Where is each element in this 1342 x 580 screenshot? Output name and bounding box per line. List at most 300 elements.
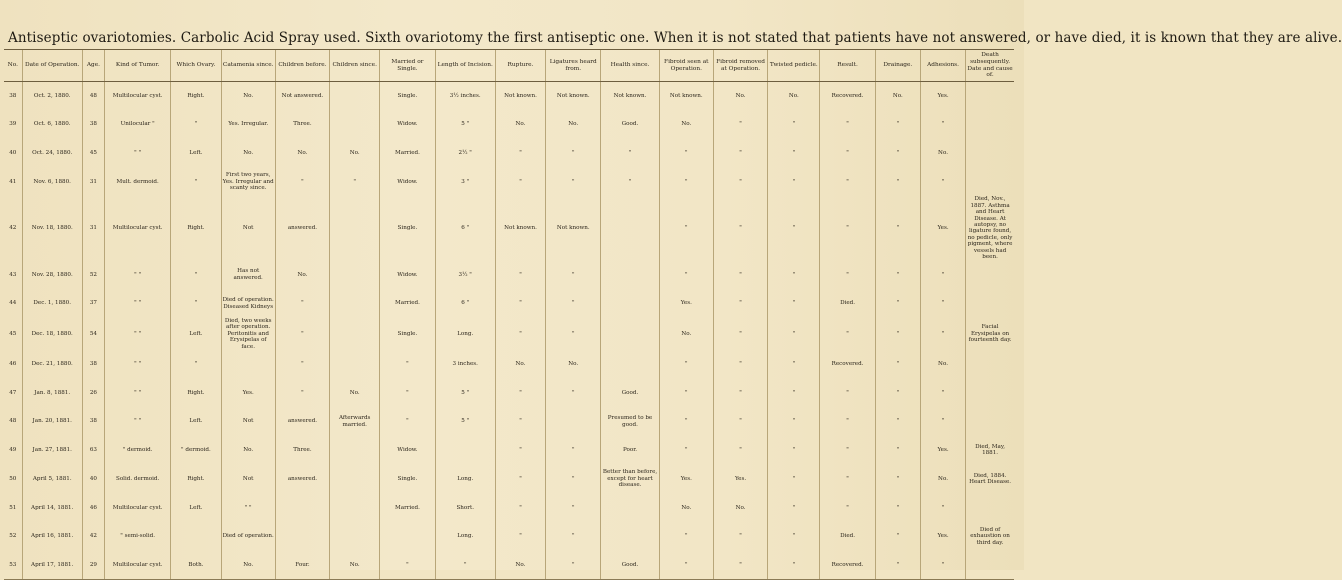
cell-death-subsequently	[966, 379, 1014, 408]
column-header: Kind of Tumor.	[104, 50, 170, 82]
cell-fibroid-removed: "	[713, 168, 767, 197]
cell-children-since	[330, 350, 380, 379]
cell-result: "	[820, 110, 875, 139]
cell-catamenia-since: No.	[221, 82, 275, 111]
cell-adhesions: "	[920, 110, 965, 139]
cell-twisted-pedicle: "	[768, 196, 820, 260]
cell-which-ovary: "	[171, 168, 221, 197]
column-header: Catamenia since.	[221, 50, 275, 82]
cell-operation-date: Oct. 6, 1880.	[22, 110, 82, 139]
cell-catamenia-since: Yes.	[221, 379, 275, 408]
cell-twisted-pedicle: "	[768, 260, 820, 289]
cell-case-number: 43	[9, 271, 17, 278]
header-row	[4, 50, 1014, 82]
cell-children-before: answered.	[275, 407, 329, 436]
cell-health-since	[601, 196, 659, 260]
cell-result: "	[820, 436, 875, 465]
cell-children-before: Three.	[275, 436, 329, 465]
cell-age: 52	[82, 260, 104, 289]
cell-incision-length	[435, 436, 495, 465]
cell-which-ovary: Right.	[171, 379, 221, 408]
cell-which-ovary: " dermoid.	[171, 436, 221, 465]
cell-fibroid-removed: No.	[713, 493, 767, 522]
cell-marital-status: Single.	[380, 82, 435, 111]
cell-incision-length: 3 "	[435, 168, 495, 197]
cell-result: "	[820, 139, 875, 168]
ovariotomy-table-container	[4, 49, 1014, 568]
cell-tumor-kind: " "	[104, 407, 170, 436]
cell-age: 48	[82, 82, 104, 111]
cell-rupture: "	[495, 139, 545, 168]
cell-rupture: No.	[495, 350, 545, 379]
cell-catamenia-since: Died of operation.	[221, 522, 275, 551]
cell-health-since: Better than before, except for heart disease.	[601, 465, 659, 494]
cell-drainage: "	[875, 168, 920, 197]
cell-fibroid-removed: "	[713, 110, 767, 139]
cell-twisted-pedicle: "	[768, 350, 820, 379]
cell-fibroid-seen: Yes.	[659, 289, 713, 318]
cell-catamenia-since: First two years, Yes. Irregular and scanty since.	[221, 168, 275, 197]
cell-drainage: No.	[875, 82, 920, 111]
cell-result: "	[820, 260, 875, 289]
cell-fibroid-removed: "	[713, 289, 767, 318]
cell-children-before: answered.	[275, 196, 329, 260]
cell-fibroid-seen: Yes.	[659, 465, 713, 494]
table-row	[4, 436, 1014, 465]
cell-catamenia-since: Died of operation. Diseased Kidneys	[221, 289, 275, 318]
cell-fibroid-removed: "	[713, 551, 767, 580]
table-row	[4, 379, 1014, 408]
cell-age: 38	[82, 110, 104, 139]
cell-rupture: Not known.	[495, 196, 545, 260]
cell-drainage: "	[875, 260, 920, 289]
cell-incision-length: Short.	[435, 493, 495, 522]
cell-operation-date: Dec. 21, 1880.	[22, 350, 82, 379]
cell-twisted-pedicle: "	[768, 436, 820, 465]
cell-operation-date: Dec. 1, 1880.	[22, 289, 82, 318]
cell-ligatures-heard: "	[546, 436, 601, 465]
table-row	[4, 318, 1014, 350]
cell-drainage: "	[875, 139, 920, 168]
cell-result: "	[820, 168, 875, 197]
cell-rupture: Not known.	[495, 82, 545, 111]
cell-twisted-pedicle: "	[768, 110, 820, 139]
cell-fibroid-removed: Yes.	[713, 465, 767, 494]
cell-which-ovary: "	[171, 350, 221, 379]
column-header: Twisted pedicle.	[768, 50, 820, 82]
cell-ligatures-heard: "	[546, 260, 601, 289]
table-row	[4, 493, 1014, 522]
cell-which-ovary: Both.	[171, 551, 221, 580]
cell-health-since: "	[601, 139, 659, 168]
column-header: Married or Single.	[380, 50, 435, 82]
ovariotomy-table	[4, 49, 1014, 580]
cell-incision-length: 5 "	[435, 407, 495, 436]
cell-age: 42	[82, 522, 104, 551]
cell-tumor-kind: " semi-solid.	[104, 522, 170, 551]
cell-drainage: "	[875, 522, 920, 551]
cell-death-subsequently: Died, May, 1881.	[966, 436, 1014, 465]
cell-age: 31	[82, 196, 104, 260]
cell-twisted-pedicle: "	[768, 318, 820, 350]
cell-age: 26	[82, 379, 104, 408]
cell-adhesions: "	[920, 168, 965, 197]
cell-which-ovary: Left.	[171, 493, 221, 522]
cell-death-subsequently: Died, Nov., 1887. Asthma and Heart Disease. At autopsy, no ligature found, no pedicle, only pigment, where vessels had been.	[966, 196, 1014, 260]
column-header: No.	[4, 50, 22, 82]
cell-fibroid-removed: "	[713, 260, 767, 289]
cell-age: 54	[82, 318, 104, 350]
cell-adhesions: "	[920, 289, 965, 318]
cell-catamenia-since: No.	[221, 436, 275, 465]
cell-fibroid-seen: No.	[659, 318, 713, 350]
cell-tumor-kind: Multilocular cyst.	[104, 82, 170, 111]
cell-rupture: "	[495, 379, 545, 408]
cell-children-since: No.	[330, 551, 380, 580]
table-body	[4, 82, 1014, 580]
cell-age: 40	[82, 465, 104, 494]
cell-adhesions: "	[920, 379, 965, 408]
cell-catamenia-since	[221, 350, 275, 379]
cell-catamenia-since: Has not answered.	[221, 260, 275, 289]
cell-rupture: "	[495, 436, 545, 465]
cell-children-since	[330, 110, 380, 139]
cell-incision-length: 6 "	[435, 289, 495, 318]
cell-result: Recovered.	[820, 82, 875, 111]
cell-death-subsequently: Died of exhaustion on third day.	[966, 522, 1014, 551]
cell-twisted-pedicle: "	[768, 522, 820, 551]
cell-children-since: No.	[330, 379, 380, 408]
cell-health-since: Good.	[601, 110, 659, 139]
cell-marital-status: "	[380, 407, 435, 436]
cell-children-since	[330, 493, 380, 522]
column-header: Age.	[82, 50, 104, 82]
cell-operation-date: Jan. 27, 1881.	[22, 436, 82, 465]
cell-tumor-kind: " "	[104, 379, 170, 408]
cell-adhesions: Yes.	[920, 436, 965, 465]
cell-operation-date: Nov. 6, 1880.	[22, 168, 82, 197]
cell-death-subsequently	[966, 110, 1014, 139]
cell-tumor-kind: " "	[104, 139, 170, 168]
cell-children-before: Not answered.	[275, 82, 329, 111]
cell-children-since	[330, 289, 380, 318]
cell-children-since: Afterwards married.	[330, 407, 380, 436]
table-row	[4, 350, 1014, 379]
cell-catamenia-since: Not	[221, 196, 275, 260]
cell-ligatures-heard	[546, 407, 601, 436]
cell-children-before: No.	[275, 260, 329, 289]
cell-children-before: "	[275, 350, 329, 379]
cell-marital-status	[380, 522, 435, 551]
cell-ligatures-heard: "	[546, 168, 601, 197]
cell-fibroid-removed: "	[713, 350, 767, 379]
cell-case-number: 45	[9, 330, 17, 337]
cell-children-since	[330, 196, 380, 260]
cell-health-since	[601, 350, 659, 379]
cell-incision-length: 3½ inches.	[435, 82, 495, 111]
column-header: Children since.	[330, 50, 380, 82]
cell-rupture: "	[495, 289, 545, 318]
cell-incision-length: Long.	[435, 522, 495, 551]
cell-drainage: "	[875, 318, 920, 350]
cell-ligatures-heard: "	[546, 522, 601, 551]
cell-rupture: No.	[495, 551, 545, 580]
cell-fibroid-seen: "	[659, 379, 713, 408]
cell-health-since: Good.	[601, 379, 659, 408]
cell-ligatures-heard: "	[546, 139, 601, 168]
cell-children-before: Four.	[275, 551, 329, 580]
column-header: Result.	[820, 50, 875, 82]
cell-case-number: 38	[9, 92, 17, 99]
cell-twisted-pedicle: "	[768, 289, 820, 318]
cell-operation-date: Oct. 24, 1880.	[22, 139, 82, 168]
table-row	[4, 465, 1014, 494]
cell-case-number: 39	[9, 121, 17, 128]
cell-marital-status: "	[380, 551, 435, 580]
cell-health-since	[601, 318, 659, 350]
cell-health-since	[601, 522, 659, 551]
cell-drainage: "	[875, 493, 920, 522]
cell-tumor-kind: Mult. dermoid.	[104, 168, 170, 197]
cell-ligatures-heard: Not known.	[546, 196, 601, 260]
cell-case-number: 44	[9, 300, 17, 307]
cell-catamenia-since: No.	[221, 551, 275, 580]
table-row	[4, 82, 1014, 111]
table-row	[4, 260, 1014, 289]
cell-children-before: answered.	[275, 465, 329, 494]
cell-incision-length: 2½ "	[435, 139, 495, 168]
cell-drainage: "	[875, 436, 920, 465]
cell-operation-date: Jan. 8, 1881.	[22, 379, 82, 408]
cell-ligatures-heard: "	[546, 551, 601, 580]
cell-death-subsequently	[966, 260, 1014, 289]
cell-which-ovary: "	[171, 260, 221, 289]
cell-which-ovary: Left.	[171, 318, 221, 350]
cell-ligatures-heard: "	[546, 379, 601, 408]
cell-children-since	[330, 260, 380, 289]
cell-ligatures-heard: "	[546, 289, 601, 318]
cell-result: "	[820, 318, 875, 350]
cell-age: 63	[82, 436, 104, 465]
cell-case-number: 53	[4, 551, 22, 580]
cell-marital-status: Single.	[380, 196, 435, 260]
cell-operation-date: April 17, 1881.	[22, 551, 82, 580]
cell-which-ovary: Right.	[171, 82, 221, 111]
cell-age: 38	[82, 350, 104, 379]
cell-twisted-pedicle: "	[768, 465, 820, 494]
cell-twisted-pedicle: "	[768, 493, 820, 522]
cell-drainage: "	[875, 379, 920, 408]
cell-health-since: Presumed to be good.	[601, 407, 659, 436]
cell-incision-length: 3½ "	[435, 260, 495, 289]
column-header: Ligatures heard from.	[546, 50, 601, 82]
cell-fibroid-removed: "	[713, 436, 767, 465]
table-row	[4, 407, 1014, 436]
cell-marital-status: Single.	[380, 318, 435, 350]
cell-fibroid-seen: "	[659, 168, 713, 197]
table-row	[4, 522, 1014, 551]
cell-children-before: Three.	[275, 110, 329, 139]
cell-result: "	[820, 407, 875, 436]
cell-result: Died.	[820, 289, 875, 318]
cell-age: 38	[82, 407, 104, 436]
cell-health-since	[601, 260, 659, 289]
cell-catamenia-since: " "	[221, 493, 275, 522]
cell-death-subsequently: Died, 1884. Heart Disease.	[966, 465, 1014, 494]
cell-children-before: No.	[275, 139, 329, 168]
cell-rupture: "	[495, 465, 545, 494]
cell-which-ovary: Right.	[171, 196, 221, 260]
cell-adhesions: Yes.	[920, 522, 965, 551]
cell-fibroid-removed: "	[713, 407, 767, 436]
cell-adhesions: "	[920, 551, 965, 580]
cell-marital-status: "	[380, 379, 435, 408]
cell-rupture: No.	[495, 110, 545, 139]
column-header: Fibroid seen at Operation.	[659, 50, 713, 82]
cell-ligatures-heard: No.	[546, 350, 601, 379]
column-header: Which Ovary.	[171, 50, 221, 82]
cell-health-since	[601, 289, 659, 318]
cell-case-number: 47	[9, 389, 17, 396]
cell-result: "	[820, 465, 875, 494]
cell-fibroid-seen: "	[659, 436, 713, 465]
cell-age: 37	[82, 289, 104, 318]
cell-result: "	[820, 379, 875, 408]
column-header: Date of Operation.	[22, 50, 82, 82]
cell-tumor-kind: Multilocular cyst.	[104, 196, 170, 260]
cell-marital-status: Married.	[380, 289, 435, 318]
cell-death-subsequently	[966, 139, 1014, 168]
cell-death-subsequently	[966, 407, 1014, 436]
cell-drainage: "	[875, 551, 920, 580]
cell-children-since	[330, 82, 380, 111]
cell-operation-date: April 5, 1881.	[22, 465, 82, 494]
table-row	[4, 551, 1014, 580]
cell-twisted-pedicle: "	[768, 551, 820, 580]
cell-tumor-kind: " dermoid.	[104, 436, 170, 465]
cell-age: 29	[82, 551, 104, 580]
cell-which-ovary: "	[171, 289, 221, 318]
cell-catamenia-since: Not	[221, 407, 275, 436]
cell-which-ovary: Right.	[171, 465, 221, 494]
cell-case-number: 52	[9, 533, 17, 540]
cell-incision-length: Long.	[435, 465, 495, 494]
cell-death-subsequently	[966, 289, 1014, 318]
cell-death-subsequently	[966, 493, 1014, 522]
cell-children-before: "	[275, 168, 329, 197]
cell-rupture: "	[495, 318, 545, 350]
cell-death-subsequently: Facial Erysipelas on fourteenth day.	[966, 318, 1014, 350]
cell-adhesions: "	[920, 493, 965, 522]
cell-adhesions: No.	[920, 465, 965, 494]
cell-health-since: Good.	[601, 551, 659, 580]
cell-health-since: Poor.	[601, 436, 659, 465]
cell-twisted-pedicle: "	[768, 379, 820, 408]
cell-adhesions: "	[920, 260, 965, 289]
cell-result: "	[820, 493, 875, 522]
page-title: Antiseptic ovariotomies. Carbolic Acid Spray used. Sixth ovariotomy the first antiseptic one. When it is not stated that patients have not answered, or have died, it is known that they are alive.	[8, 30, 1342, 46]
cell-age: 45	[82, 139, 104, 168]
cell-case-number: 40	[9, 150, 17, 156]
cell-marital-status: Widow.	[380, 110, 435, 139]
cell-twisted-pedicle: No.	[768, 82, 820, 111]
cell-incision-length: 5 "	[435, 379, 495, 408]
cell-ligatures-heard: "	[546, 318, 601, 350]
cell-incision-length: "	[435, 551, 495, 580]
cell-case-number: 49	[9, 447, 17, 454]
cell-fibroid-seen: No.	[659, 110, 713, 139]
cell-marital-status: Widow.	[380, 436, 435, 465]
cell-ligatures-heard: No.	[546, 110, 601, 139]
cell-children-before: "	[275, 289, 329, 318]
cell-fibroid-seen: No.	[659, 493, 713, 522]
table-row	[4, 289, 1014, 318]
cell-fibroid-seen: "	[659, 196, 713, 260]
cell-tumor-kind: " "	[104, 289, 170, 318]
cell-result: Recovered.	[820, 551, 875, 580]
cell-health-since: "	[601, 168, 659, 197]
cell-fibroid-removed: No.	[713, 82, 767, 111]
cell-children-since	[330, 436, 380, 465]
cell-children-since	[330, 318, 380, 350]
cell-catamenia-since: No.	[221, 139, 275, 168]
cell-adhesions: No.	[920, 139, 965, 168]
cell-children-before	[275, 522, 329, 551]
cell-tumor-kind: Solid. dermoid.	[104, 465, 170, 494]
cell-death-subsequently	[966, 551, 1014, 580]
cell-which-ovary: Left.	[171, 407, 221, 436]
cell-age: 31	[82, 168, 104, 197]
cell-fibroid-seen: "	[659, 260, 713, 289]
cell-which-ovary: Left.	[171, 139, 221, 168]
cell-operation-date: April 14, 1881.	[22, 493, 82, 522]
column-header: Children before.	[275, 50, 329, 82]
cell-health-since: Not known.	[601, 82, 659, 111]
cell-rupture: "	[495, 260, 545, 289]
cell-age: 46	[82, 493, 104, 522]
cell-fibroid-seen: "	[659, 139, 713, 168]
cell-tumor-kind: Unilocular "	[104, 110, 170, 139]
table-row	[4, 196, 1014, 260]
cell-fibroid-removed: "	[713, 318, 767, 350]
cell-operation-date: Nov. 28, 1880.	[22, 260, 82, 289]
cell-tumor-kind: " "	[104, 260, 170, 289]
table-row	[4, 139, 1014, 168]
cell-fibroid-removed: "	[713, 379, 767, 408]
cell-tumor-kind: " "	[104, 350, 170, 379]
cell-operation-date: April 16, 1881.	[22, 522, 82, 551]
cell-marital-status: Widow.	[380, 260, 435, 289]
cell-case-number: 46	[9, 361, 17, 368]
cell-children-before: "	[275, 318, 329, 350]
cell-tumor-kind: " "	[104, 318, 170, 350]
cell-rupture: "	[495, 407, 545, 436]
table-row	[4, 110, 1014, 139]
cell-fibroid-seen: "	[659, 551, 713, 580]
cell-adhesions: "	[920, 318, 965, 350]
cell-children-before: "	[275, 379, 329, 408]
cell-catamenia-since: Not	[221, 465, 275, 494]
cell-children-since: No.	[330, 139, 380, 168]
cell-children-since	[330, 465, 380, 494]
cell-tumor-kind: Multilocular cyst.	[104, 493, 170, 522]
cell-death-subsequently	[966, 168, 1014, 197]
cell-incision-length: Long.	[435, 318, 495, 350]
cell-children-since	[330, 522, 380, 551]
table-row	[4, 168, 1014, 197]
cell-ligatures-heard: Not known.	[546, 82, 601, 111]
cell-drainage: "	[875, 407, 920, 436]
